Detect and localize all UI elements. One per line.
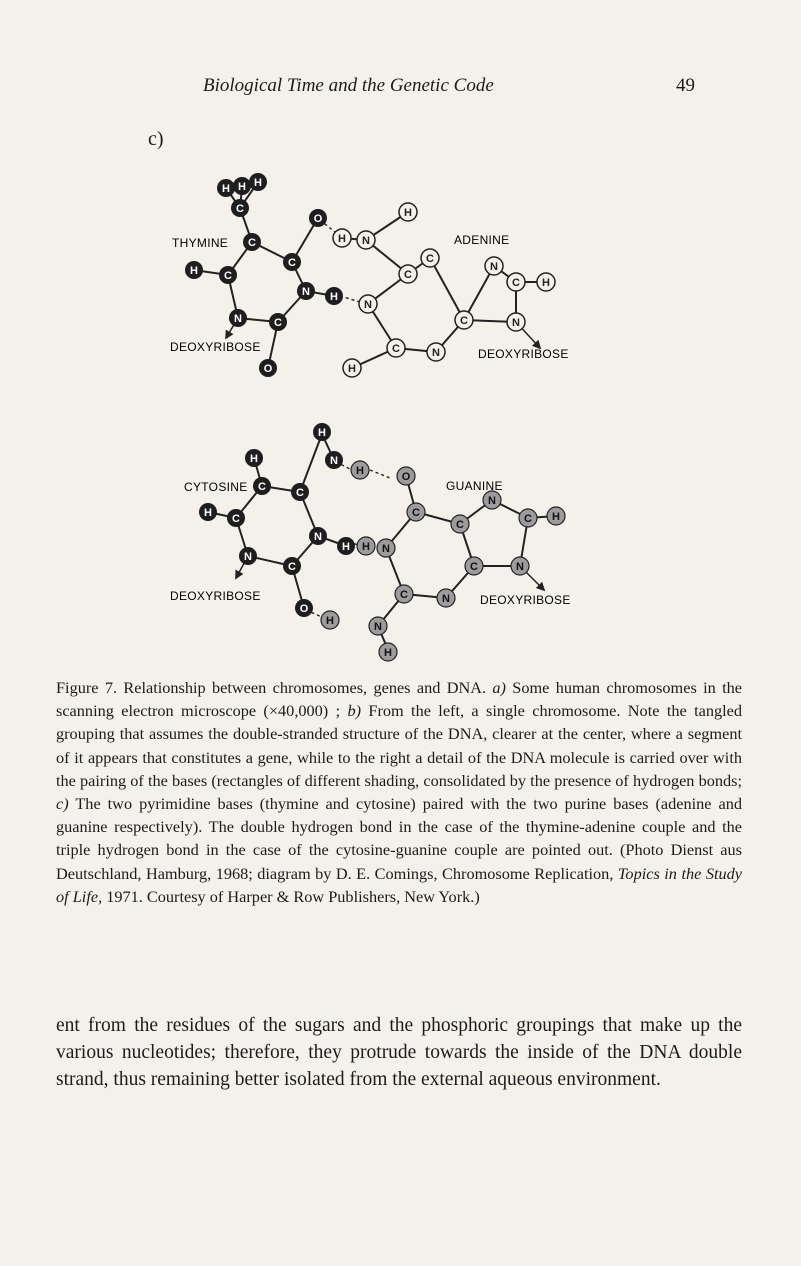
svg-text:H: H xyxy=(326,615,334,627)
adenine-label: ADENINE xyxy=(454,233,510,247)
svg-text:H: H xyxy=(318,427,326,439)
svg-text:N: N xyxy=(442,593,450,605)
svg-text:H: H xyxy=(342,541,350,553)
svg-text:H: H xyxy=(384,647,392,659)
svg-text:N: N xyxy=(512,317,520,329)
adenine-sugar-label: DEOXYRIBOSE xyxy=(478,347,569,361)
svg-text:H: H xyxy=(330,291,338,303)
caption-journal: Topics in the Study of Life, xyxy=(56,863,742,906)
svg-text:N: N xyxy=(490,261,498,273)
svg-text:C: C xyxy=(248,237,256,249)
guanine-atoms xyxy=(321,461,565,661)
caption-text: From the left, a single chromosome. Note the tangled grouping that assumes the double-stranded structure of the DNA, clearer at the center, where a segment of it appears that constitutes a gene, while to the right a detail of the DNA molecule is carried over with the pairing of the bases (rectangles of different shading, consolidated by the presence of hydrogen bonds; xyxy=(56,701,742,790)
svg-text:C: C xyxy=(232,513,240,525)
svg-text:O: O xyxy=(299,603,309,615)
body-paragraph: ent from the residues of the sugars and the phosphoric groupings that make up the various nucleotides; therefore, they protrude towards the inside of the DNA double strand, thus remaining better isolated from the external aqueous environment. xyxy=(56,1015,742,1090)
svg-text:H: H xyxy=(348,363,356,375)
cytosine-atoms xyxy=(199,423,355,617)
svg-text:N: N xyxy=(234,313,242,325)
svg-text:N: N xyxy=(314,531,322,543)
svg-text:C: C xyxy=(470,561,478,573)
svg-text:C: C xyxy=(400,589,408,601)
svg-text:N: N xyxy=(364,299,372,311)
caption-text: The two pyrimidine bases (thymine and cytosine) paired with the two purine bases (adenine and guanine respectively). The double hydrogen bond in the case of the thymine-adenine couple and the triple hydrogen bond in the case of the cytosine-guanine couple are pointed out. (Photo Dienst aus Deutschland, Hamburg, 1968; diagram by D. E. Comings, Chromosome Replication, xyxy=(56,794,742,883)
svg-text:C: C xyxy=(288,561,296,573)
guanine-sugar-label: DEOXYRIBOSE xyxy=(480,593,571,607)
cytosine-sugar-label: DEOXYRIBOSE xyxy=(170,589,261,603)
svg-text:C: C xyxy=(288,257,296,269)
svg-text:C: C xyxy=(392,343,400,355)
caption-text: Some human chromosomes in the scanning electron microscope (×40,000) ; xyxy=(56,678,742,721)
svg-text:N: N xyxy=(432,347,440,359)
caption-a-marker: a) xyxy=(492,678,506,697)
caption-c-marker: c) xyxy=(56,794,69,814)
svg-text:C: C xyxy=(296,487,304,499)
svg-text:N: N xyxy=(330,455,338,467)
caption-label: Figure 7. xyxy=(56,678,118,697)
svg-text:N: N xyxy=(516,561,524,573)
thymine-label: THYMINE xyxy=(172,236,229,250)
caption-b-marker: b) xyxy=(347,701,362,721)
svg-text:O: O xyxy=(313,213,323,225)
svg-text:C: C xyxy=(224,270,232,282)
svg-text:H: H xyxy=(356,465,364,477)
svg-text:O: O xyxy=(401,471,411,483)
svg-text:C: C xyxy=(512,277,520,289)
svg-text:N: N xyxy=(488,495,496,507)
caption-text: Relationship between chromosomes, genes and DNA. xyxy=(117,678,493,697)
svg-text:H: H xyxy=(190,265,198,277)
svg-text:H: H xyxy=(552,511,560,523)
svg-text:H: H xyxy=(362,541,370,553)
svg-text:N: N xyxy=(374,621,382,633)
svg-text:C: C xyxy=(274,317,282,329)
svg-text:C: C xyxy=(456,519,464,531)
svg-text:H: H xyxy=(254,177,262,189)
svg-text:H: H xyxy=(204,507,212,519)
svg-text:C: C xyxy=(426,253,434,265)
cytosine-guanine-pair xyxy=(170,423,571,661)
guanine-label: GUANINE xyxy=(446,479,503,493)
svg-text:C: C xyxy=(404,269,412,281)
cytosine-label: CYTOSINE xyxy=(184,480,248,494)
svg-text:H: H xyxy=(542,277,550,289)
svg-text:H: H xyxy=(338,233,346,245)
svg-text:N: N xyxy=(244,551,252,563)
figure-caption xyxy=(56,676,742,908)
svg-text:C: C xyxy=(460,315,468,327)
svg-text:N: N xyxy=(362,235,370,247)
thymine-adenine-pair xyxy=(170,173,569,377)
svg-text:H: H xyxy=(222,183,230,195)
svg-text:H: H xyxy=(250,453,258,465)
svg-text:C: C xyxy=(236,203,244,215)
svg-text:N: N xyxy=(302,286,310,298)
svg-text:H: H xyxy=(404,207,412,219)
svg-text:C: C xyxy=(524,513,532,525)
svg-text:C: C xyxy=(258,481,266,493)
svg-text:N: N xyxy=(382,543,390,555)
thymine-sugar-label: DEOXYRIBOSE xyxy=(170,340,261,354)
svg-text:H: H xyxy=(238,181,246,193)
figure-panel-label: c) xyxy=(148,128,164,150)
running-title: Biological Time and the Genetic Code xyxy=(203,75,494,96)
page-number: 49 xyxy=(676,75,695,96)
caption-text: 1971. Courtesy of Harper & Row Publishers, New York.) xyxy=(102,886,480,906)
svg-text:C: C xyxy=(412,507,420,519)
svg-text:O: O xyxy=(263,363,273,375)
